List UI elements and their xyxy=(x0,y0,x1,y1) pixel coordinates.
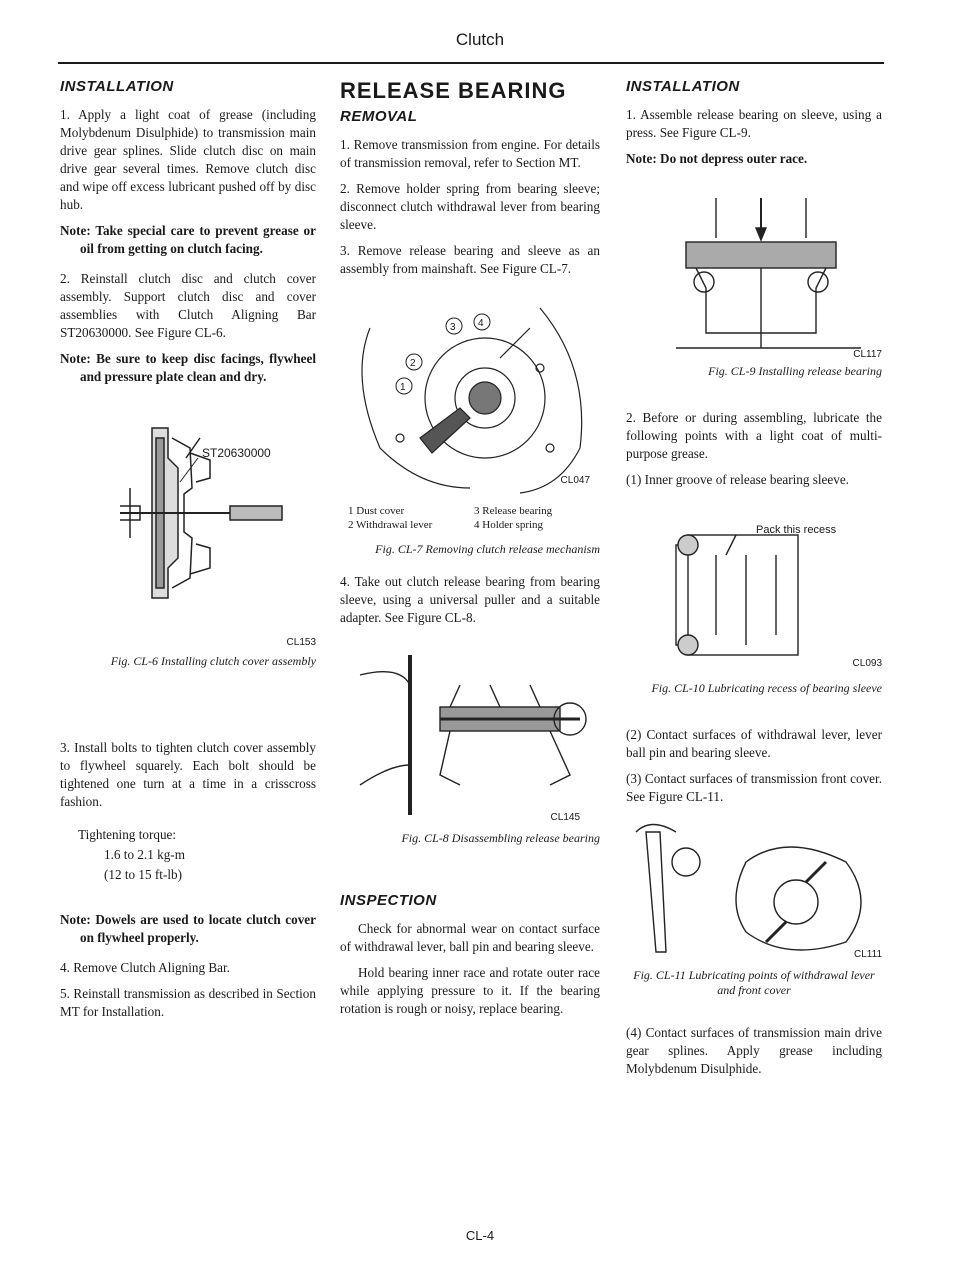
figure-cl-11 xyxy=(626,822,882,962)
inspection-paragraph-1: Check for abnormal wear on contact surface of withdrawal lever, ball pin and bearing sleeve. xyxy=(340,921,600,954)
fig-10-caption: Fig. CL-10 Lubricating recess of bearing sleeve xyxy=(651,681,882,695)
lube-item-1: (1) Inner groove of release bearing sleeve. xyxy=(626,472,849,487)
figure-cl-6 xyxy=(60,398,316,648)
step-1: 1. Apply a light coat of grease (including Molybdenum Disulphide) to transmission main drive gear splines. Slide clutch disc on main drive gear several times. Remove clutch disc and wipe off excess lubricant pushed off by disc hub. xyxy=(60,107,316,212)
fig-9-caption: Fig. CL-9 Installing release bearing xyxy=(708,364,882,378)
removal-step-2: 2. Remove holder spring from bearing sleeve; disconnect clutch withdrawal lever from bearing sleeve. xyxy=(340,181,600,232)
removal-step-3: 3. Remove release bearing and sleeve as an assembly from mainshaft. See Figure CL-7. xyxy=(340,243,600,276)
fig-10-code: CL093 xyxy=(852,658,882,669)
puller-illustration xyxy=(340,645,600,825)
lube-item-2: (2) Contact surfaces of withdrawal lever, lever ball pin and bearing sleeve. xyxy=(626,727,882,760)
callout-3: 3 xyxy=(450,322,456,333)
removal-heading: REMOVAL xyxy=(340,108,418,125)
figure-cl-8 xyxy=(340,645,600,825)
lever-cover-illustration xyxy=(626,822,882,962)
section-title: RELEASE BEARING xyxy=(340,78,567,103)
figure-cl-10 xyxy=(626,515,882,675)
install-step-1: 1. Assemble release bearing on sleeve, using a press. See Figure CL-9. xyxy=(626,107,882,140)
fig-6-code: CL153 xyxy=(286,637,316,648)
fig-6-tool-label: ST20630000 xyxy=(202,446,271,460)
legend-withdrawal-lever: 2 Withdrawal lever xyxy=(348,519,433,531)
legend-holder-spring: 4 Holder spring xyxy=(474,519,544,531)
release-mechanism-illustration xyxy=(340,288,600,498)
fig-11-code: CL111 xyxy=(854,949,882,960)
note-dowels: Note: Dowels are used to locate clutch cover on flywheel properly. xyxy=(60,912,316,945)
step-3: 3. Install bolts to tighten clutch cover assembly to flywheel squarely. Each bolt should be tightened one turn at a time in a crisscross fashion. xyxy=(60,740,316,809)
removal-step-1: 1. Remove transmission from engine. For details of transmission removal, refer to Section MT. xyxy=(340,137,600,170)
fig-7-legend xyxy=(348,504,600,532)
column-1 xyxy=(60,78,316,1029)
torque-title: Tightening torque: xyxy=(78,827,177,842)
lube-item-4: (4) Contact surfaces of transmission main drive gear splines. Apply grease including Molybdenum Disulphide. xyxy=(626,1025,882,1076)
step-5: 5. Reinstall transmission as described in Section MT for Installation. xyxy=(60,986,316,1019)
column-2 xyxy=(340,78,600,1026)
note-clean: Note: Be sure to keep disc facings, flywheel and pressure plate clean and dry. xyxy=(60,351,316,384)
legend-release-bearing: 3 Release bearing xyxy=(474,505,553,517)
clutch-cover-illustration xyxy=(60,398,316,648)
page-header: Clutch xyxy=(455,30,505,49)
figure-cl-9 xyxy=(626,198,882,358)
inspection-heading: INSPECTION xyxy=(340,892,437,909)
lube-item-3: (3) Contact surfaces of transmission front cover. See Figure CL-11. xyxy=(626,771,882,804)
sleeve-illustration xyxy=(626,515,882,675)
note-outer-race: Note: Do not depress outer race. xyxy=(626,151,808,166)
installation-heading-2: INSTALLATION xyxy=(626,78,740,95)
torque-imperial: (12 to 15 ft-lb) xyxy=(104,867,183,882)
fig-10-label: Pack this recess xyxy=(756,524,837,536)
removal-step-4: 4. Take out clutch release bearing from bearing sleeve, using a universal puller and a suitable adapter. See Figure CL-8. xyxy=(340,574,600,625)
fig-6-caption: Fig. CL-6 Installing clutch cover assembly xyxy=(110,654,316,668)
step-4: 4. Remove Clutch Aligning Bar. xyxy=(60,960,230,975)
fig-7-code: CL047 xyxy=(560,475,590,486)
press-illustration xyxy=(626,198,882,358)
callout-4: 4 xyxy=(478,318,484,329)
fig-8-code: CL145 xyxy=(550,812,580,823)
installation-heading: INSTALLATION xyxy=(60,78,174,95)
column-3 xyxy=(626,78,882,1086)
fig-11-caption: Fig. CL-11 Lubricating points of withdrawal lever and front cover xyxy=(633,968,875,997)
inspection-paragraph-2: Hold bearing inner race and rotate outer race while applying pressure to it. If the bearing rotation is rough or noisy, replace bearing. xyxy=(340,965,600,1016)
callout-2: 2 xyxy=(410,358,416,369)
figure-cl-7 xyxy=(340,288,600,498)
header-rule xyxy=(58,62,884,64)
fig-8-caption: Fig. CL-8 Disassembling release bearing xyxy=(401,831,600,845)
note-grease: Note: Take special care to prevent grease or oil from getting on clutch facing. xyxy=(60,223,316,256)
fig-9-code: CL117 xyxy=(853,349,882,360)
page-number: CL-4 xyxy=(465,1228,495,1243)
step-2: 2. Reinstall clutch disc and clutch cover assembly. Support clutch disc and cover assemblies with Clutch Aligning Bar ST20630000. See Figure CL-6. xyxy=(60,271,316,340)
callout-1: 1 xyxy=(400,382,406,393)
fig-7-caption: Fig. CL-7 Removing clutch release mechanism xyxy=(375,542,600,556)
legend-dust-cover: 1 Dust cover xyxy=(348,505,405,517)
install-step-2: 2. Before or during assembling, lubricate the following points with a light coat of multi-purpose grease. xyxy=(626,410,882,461)
tightening-torque xyxy=(78,825,316,885)
torque-metric: 1.6 to 2.1 kg-m xyxy=(104,847,185,862)
